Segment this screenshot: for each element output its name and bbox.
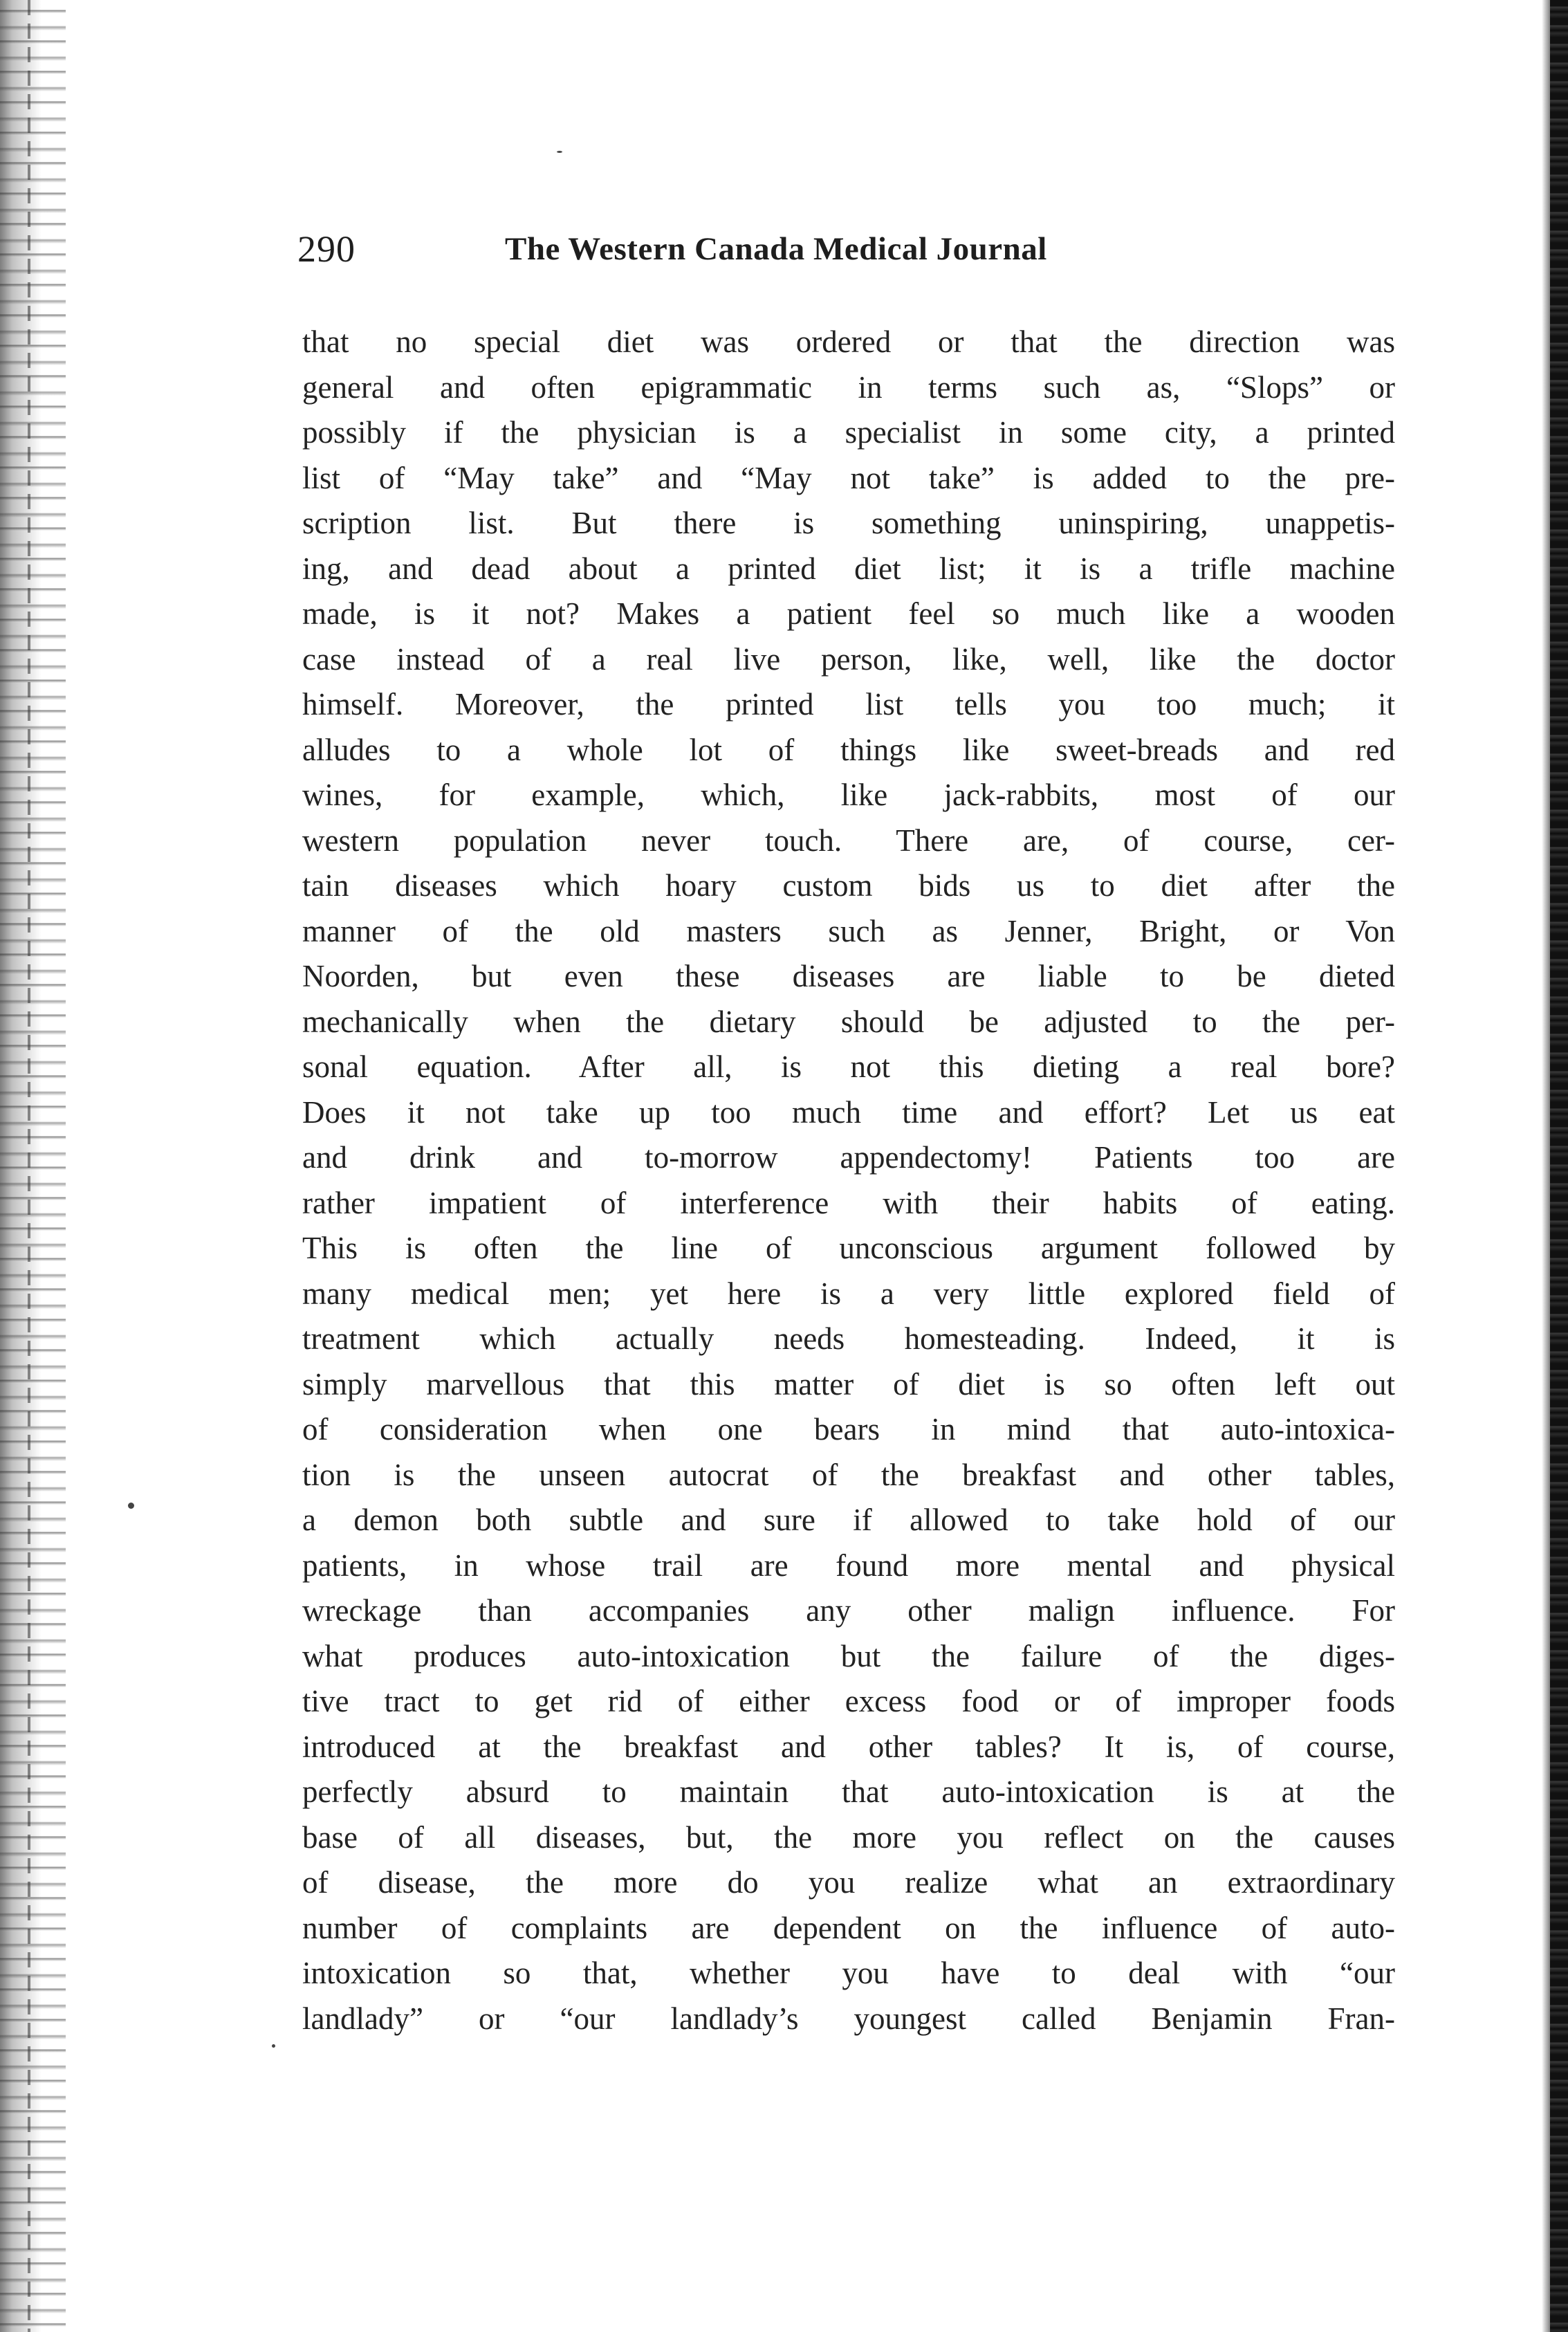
text-line: many medical men; yet here is a very little explored field of [302, 1276, 1395, 1311]
page-number: 290 [297, 228, 356, 270]
text-line: Noorden, but even these diseases are liable to be dieted [302, 959, 1395, 993]
text-line: list of “May take” and “May not take” is added to the pre- [302, 460, 1395, 495]
text-line: a demon both subtle and sure if allowed to take hold of our [302, 1503, 1395, 1537]
text-line: rather impatient of interference with their habits of eating. [302, 1185, 1395, 1220]
text-line: that no special diet was ordered or that the direction was [302, 324, 1395, 359]
page-edge-shadow-right [1542, 0, 1550, 2332]
text-line: himself. Moreover, the printed list tells you too much; it [302, 687, 1395, 722]
scan-speck [272, 2044, 275, 2048]
text-line: landlady” or “our landlady’s youngest called Benjamin Fran- [302, 2001, 1395, 2036]
text-line: general and often epigrammatic in terms such as, “Slops” or [302, 369, 1395, 405]
text-line: This is often the line of unconscious argument followed by [302, 1231, 1395, 1265]
text-line: perfectly absurd to maintain that auto-intoxication is at the [302, 1774, 1395, 1809]
body-text [302, 320, 1395, 2041]
text-line: possibly if the physician is a specialist in some city, a printed [302, 415, 1395, 450]
text-line: intoxication so that, whether you have to deal with “our [302, 1956, 1395, 1990]
text-line: scription list. But there is something uninspiring, unappetis- [302, 506, 1395, 540]
text-line: treatment which actually needs homesteading. Indeed, it is [302, 1321, 1395, 1356]
text-line: sonal equation. After all, is not this dieting a real bore? [302, 1049, 1395, 1084]
text-line: and drink and to-morrow appendectomy! Patients too are [302, 1140, 1395, 1175]
text-line: what produces auto-intoxication but the failure of the diges- [302, 1638, 1395, 1673]
scan-speck [557, 151, 562, 153]
binding-edge-line [28, 0, 30, 2332]
text-line: patients, in whose trail are found more mental and physical [302, 1548, 1395, 1583]
text-line: mechanically when the dietary should be adjusted to the per- [302, 1004, 1395, 1039]
text-line: Does it not take up too much time and effort? Let us eat [302, 1094, 1395, 1130]
text-line: simply marvellous that this matter of diet is so often left out [302, 1366, 1395, 1402]
text-line: western population never touch. There are, of course, cer- [302, 823, 1395, 858]
text-line: tive tract to get rid of either excess food or of improper foods [302, 1684, 1395, 1718]
text-line: made, is it not? Makes a patient feel so much like a wooden [302, 596, 1395, 631]
text-line: case instead of a real live person, like, well, like the doctor [302, 641, 1395, 677]
text-line: base of all diseases, but, the more you reflect on the causes [302, 1819, 1395, 1855]
text-line: wines, for example, which, like jack-rabbits, most of our [302, 778, 1395, 812]
text-line: of disease, the more do you realize what an extraordinary [302, 1865, 1395, 1900]
page-edge-right [1550, 0, 1568, 2332]
text-line: of consideration when one bears in mind that auto-intoxica- [302, 1412, 1395, 1447]
text-line: number of complaints are dependent on the influence of auto- [302, 1910, 1395, 1945]
text-line: introduced at the breakfast and other tables? It is, of course, [302, 1729, 1395, 1764]
text-line: alludes to a whole lot of things like sweet-breads and red [302, 732, 1395, 767]
running-title: The Western Canada Medical Journal [505, 231, 1047, 267]
scan-speck [128, 1503, 134, 1509]
text-line: tain diseases which hoary custom bids us to diet after the [302, 868, 1395, 903]
text-line: wreckage than accompanies any other malign influence. For [302, 1593, 1395, 1628]
text-line: ing, and dead about a printed diet list; it is a trifle machine [302, 551, 1395, 586]
text-line: tion is the unseen autocrat of the breakfast and other tables, [302, 1457, 1395, 1492]
page-header [297, 221, 1404, 277]
binding-edge-left [0, 0, 66, 2332]
text-line: manner of the old masters such as Jenner, Bright, or Von [302, 913, 1395, 948]
